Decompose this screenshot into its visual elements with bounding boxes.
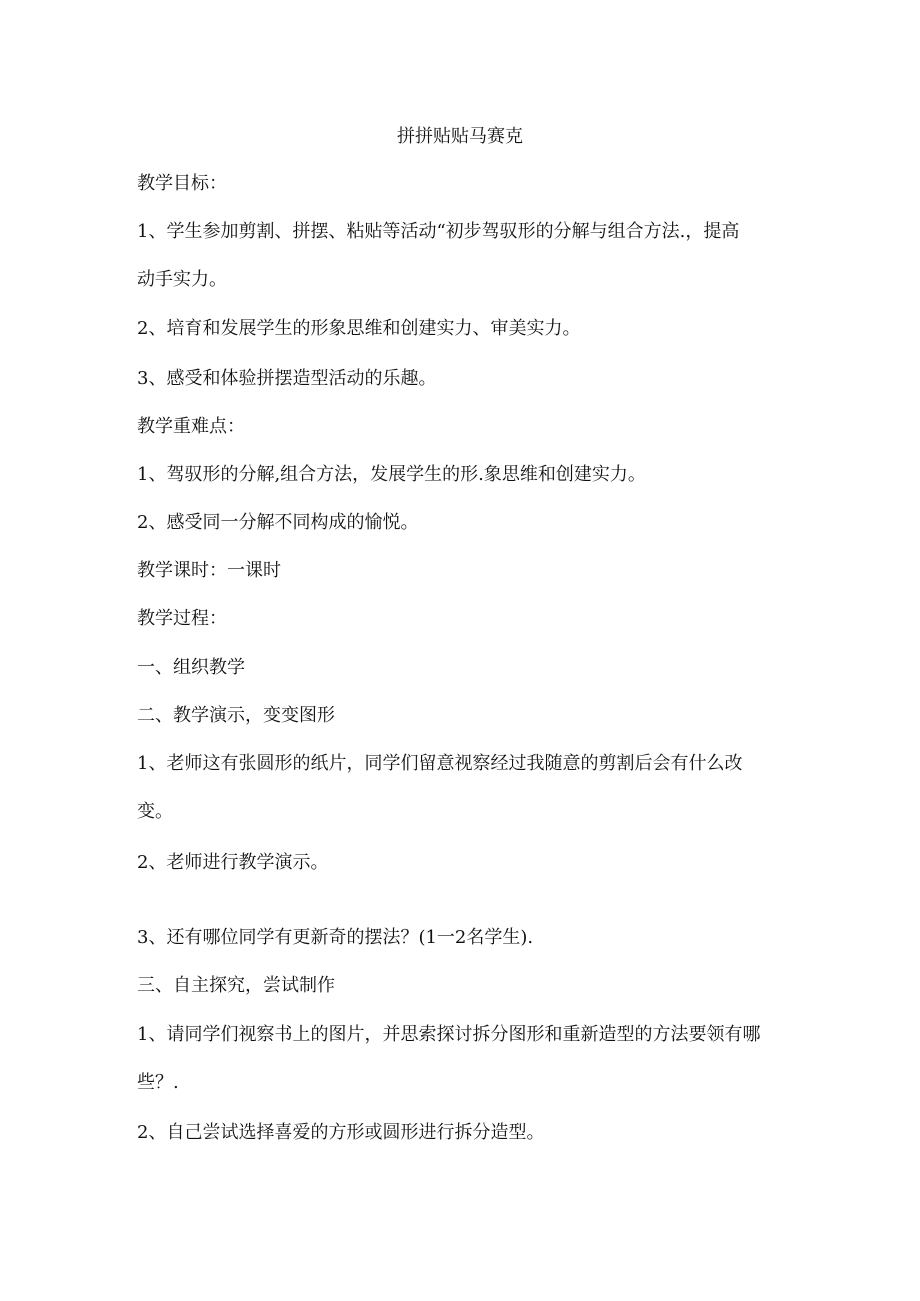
paragraph-line: 动手实力。 [137, 269, 227, 290]
document-title: 拼拼贴贴马赛克 [397, 126, 523, 147]
heading-teaching-goals: 教学目标： [137, 173, 227, 194]
paragraph-line: 1、学生参加剪割、拼摆、粘贴等活动“初步驾驭形的分解与组合方法.，提高 [137, 221, 740, 242]
section-heading: 一、组织教学 [137, 657, 245, 678]
paragraph-line: 1、老师这有张圆形的纸片，同学们留意视察经过我随意的剪割后会有什么改 [137, 753, 743, 774]
section-heading: 二、教学演示，变变图形 [137, 705, 335, 726]
paragraph-line: 3、还有哪位同学有更新奇的摆法？(1一2名学生). [137, 927, 534, 948]
paragraph-line: 2、培育和发展学生的形象思维和创建实力、审美实力。 [137, 318, 581, 339]
paragraph-line: 3、感受和体验拼摆造型活动的乐趣。 [137, 368, 437, 389]
heading-key-points: 教学重难点： [137, 416, 245, 437]
paragraph-line: 2、自己尝试选择喜爱的方形或圆形进行拆分造型。 [137, 1122, 545, 1143]
paragraph-line: 1、驾驭形的分解,组合方法，发展学生的形.象思维和创建实力。 [137, 464, 646, 485]
paragraph-line: 2、老师进行教学演示。 [137, 852, 329, 873]
paragraph-line: 2、感受同一分解不同构成的愉悦。 [137, 512, 419, 533]
heading-class-hours: 教学课时：一课时 [137, 560, 281, 581]
paragraph-line: 变。 [137, 801, 173, 822]
paragraph-line: 1、请同学们视察书上的图片，并思索探讨拆分图形和重新造型的方法要领有哪 [137, 1024, 761, 1045]
paragraph-line: 些？. [137, 1072, 179, 1093]
section-heading: 三、自主探究，尝试制作 [137, 975, 335, 996]
heading-teaching-process: 教学过程： [137, 608, 227, 629]
